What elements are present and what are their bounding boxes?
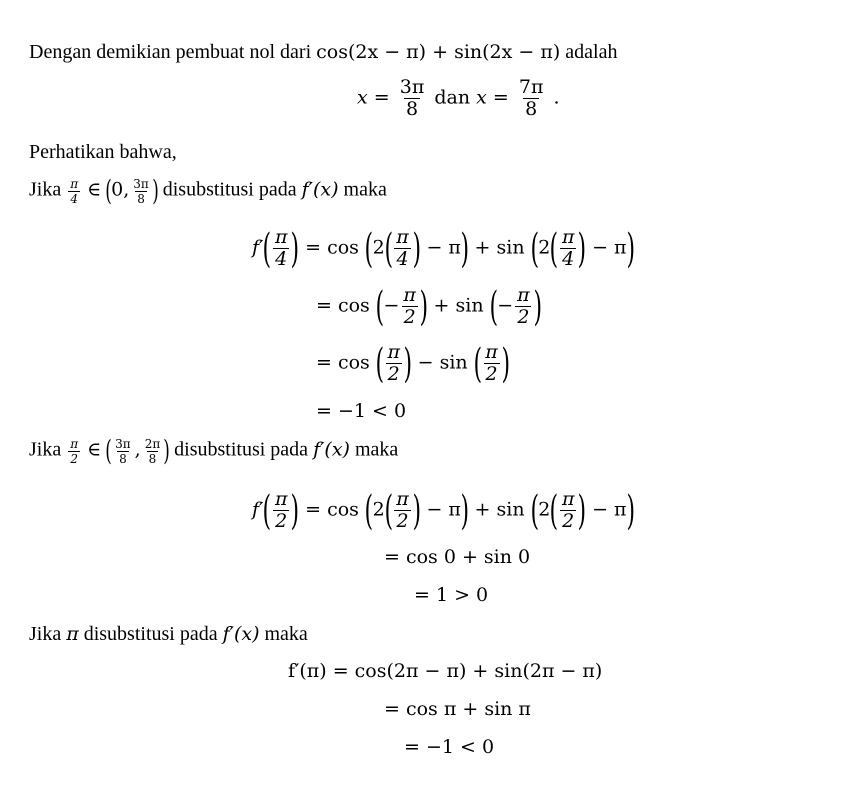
intro-text-end: adalah — [565, 41, 618, 63]
case-1-line — [29, 174, 387, 207]
maka-word: maka — [343, 178, 387, 201]
intro-text: Dengan demikian pembuat nol dari — [29, 41, 312, 63]
eval-step-cos0: = cos 0 + sin 0 — [384, 546, 531, 568]
x-eq-1: x = — [357, 86, 390, 109]
fraction-pi-4: $\frac{\pi}{4}$ — [70, 176, 79, 206]
eval-result-2: = 1 > 0 — [414, 584, 489, 606]
eval-pi-2-line: f′( $\frac{\pi}{2}$ ) = cos (2( $\frac{\pi}{2}$ ) − π) + sin (2( $\frac{\pi}{2}$ ) − π) — [252, 487, 635, 534]
note-line: Perhatikan bahwa, — [29, 141, 177, 163]
fraction-3pi-8: $\frac{3\pi}{8}$ — [399, 76, 425, 120]
eval-step-cospi: = cos π + sin π — [384, 698, 531, 720]
eval-result-3: = −1 < 0 — [404, 736, 495, 758]
substitute-text: disubstitusi pada — [162, 178, 297, 201]
dan-word: dan — [434, 86, 471, 109]
case-2-line: Jika $\frac{\pi}{2}$ ∈ ( $\frac{3\pi}{8}$ , $\frac{2\pi}{8}$ ) disubstitusi pada f′(x) maka — [29, 434, 399, 467]
case-3-line: Jika π disubstitusi pada f′(x) maka — [29, 623, 308, 645]
zeros-equation — [357, 78, 560, 119]
interval-start: 0, — [111, 178, 130, 201]
eval-pi-line: f′(π) = cos(2π − π) + sin(2π − π) — [288, 660, 603, 682]
jika-word: Jika — [29, 178, 62, 201]
intro-line — [29, 42, 617, 62]
eval-step-2: = cos (− $\frac{\pi}{2}$ ) + sin (− $\frac{\pi}{2}$ ) — [316, 283, 542, 330]
paren-close: ) — [151, 174, 159, 207]
eval-step-3: = cos ( $\frac{\pi}{2}$ ) − sin ( $\frac{\pi}{2}$ ) — [316, 340, 510, 387]
period: . — [553, 86, 560, 109]
derivative-fx: f′(x) — [301, 178, 339, 201]
fraction-7pi-8: $\frac{7\pi}{8}$ — [518, 76, 544, 120]
fraction-3pi-8-small: $\frac{3\pi}{8}$ — [133, 176, 149, 206]
paren-open: ( — [105, 174, 112, 207]
eval-pi-4-line: f′( $\frac{\pi}{4}$ ) = cos (2( $\frac{\pi}{4}$ ) − π) + sin (2( $\frac{\pi}{4}$ ) − π) — [252, 225, 635, 272]
f-prime: f′ — [252, 236, 264, 259]
element-of: ∈ — [87, 178, 102, 201]
eval-result-1: = −1 < 0 — [316, 400, 407, 422]
x-eq-2: x = — [476, 86, 509, 109]
zero-expression: cos(2x − π) + sin(2x − π) — [316, 41, 561, 63]
